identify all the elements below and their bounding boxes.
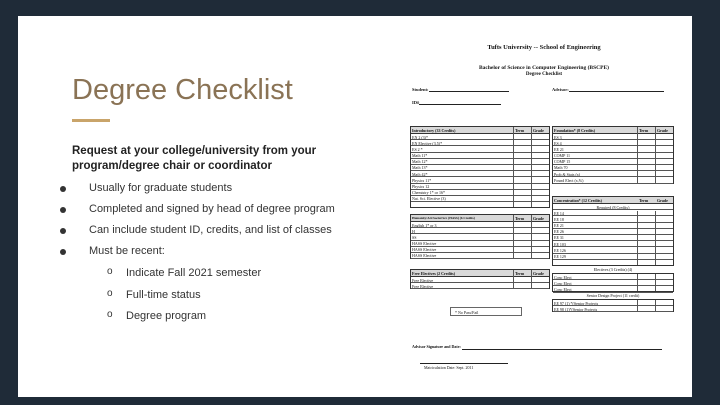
senior-note: Senior Design Project (11 credit) bbox=[586, 293, 640, 298]
doc-student-line bbox=[429, 88, 509, 92]
row-label: Physics 12 bbox=[412, 184, 430, 189]
row-label: SS bbox=[412, 234, 417, 240]
intro-header-grade: Grade bbox=[533, 127, 544, 133]
doc-matriculation-line bbox=[420, 363, 508, 364]
table-row bbox=[411, 253, 549, 259]
table-divider bbox=[655, 127, 656, 183]
doc-student-label: Student: bbox=[412, 87, 429, 92]
table-divider bbox=[637, 300, 638, 311]
pass-fail-box bbox=[450, 307, 522, 316]
frame-top bbox=[0, 0, 720, 16]
intro-header-course: Introductory (33 Credits) bbox=[412, 127, 456, 133]
doc-id-field bbox=[412, 100, 501, 105]
bullet-dot bbox=[60, 207, 66, 213]
table-divider bbox=[531, 215, 532, 258]
row-label: Math 42* bbox=[412, 171, 428, 177]
row-label: Physics 11* bbox=[412, 177, 432, 183]
table-divider bbox=[513, 127, 514, 207]
row-label: ES 4 bbox=[554, 140, 562, 146]
table-divider bbox=[655, 274, 656, 291]
doc-advisor-label: Advisor: bbox=[552, 87, 569, 92]
row-label: EE 31 bbox=[554, 235, 564, 241]
row-label: H bbox=[412, 228, 415, 234]
table-row bbox=[411, 196, 549, 202]
row-label: COMP 11 bbox=[554, 153, 571, 159]
bullet-text: Can include student ID, credits, and list of classes bbox=[89, 224, 332, 236]
table-divider bbox=[531, 127, 532, 207]
hass-header-course: Humanity/Art/Social Sci. (HASS) (6 Credits) bbox=[412, 215, 475, 220]
concentration-header-term: Term bbox=[639, 197, 649, 203]
row-label: Found Elect (x,%) bbox=[554, 177, 584, 183]
row-label: Conc Elect bbox=[554, 286, 572, 292]
concentration-header-grade: Grade bbox=[657, 197, 668, 203]
foundation-table bbox=[552, 126, 674, 184]
row-label: EE 21 bbox=[554, 146, 564, 152]
row-label: EE 103 bbox=[554, 241, 566, 247]
table-divider bbox=[637, 127, 638, 183]
row-label: EE 97 (1) *(Senior Projects bbox=[554, 300, 599, 306]
row-label: English 1* or 3 bbox=[412, 222, 437, 228]
row-label: COMP 15 bbox=[554, 159, 571, 165]
table-divider bbox=[655, 211, 656, 265]
row-label: Math 13* bbox=[412, 165, 428, 171]
row-label: HASS Elective bbox=[412, 247, 437, 253]
foundation-header-grade: Grade bbox=[657, 127, 668, 133]
doc-university: Tufts University -- School of Engineering bbox=[487, 44, 601, 51]
row-label: Math 70 bbox=[554, 165, 568, 171]
free-header-term: Term bbox=[515, 270, 525, 276]
free-table-header bbox=[411, 270, 549, 277]
row-label: Free Elective bbox=[412, 283, 434, 289]
concentration-required-label: Required (8 Credits) bbox=[596, 204, 630, 210]
frame-right bbox=[692, 0, 720, 405]
intro-text: Request at your college/university from your program/degree chair or coordinator bbox=[72, 145, 317, 172]
row-label: Math 11* bbox=[412, 153, 428, 159]
frame-left bbox=[0, 0, 18, 405]
table-divider bbox=[637, 211, 638, 265]
table-divider bbox=[531, 270, 532, 288]
doc-id-line bbox=[419, 101, 501, 105]
table-row bbox=[411, 283, 549, 289]
doc-matriculation: Matriculation Date: Sept. 2011 bbox=[424, 365, 474, 370]
row-label: EE 98 (1)*(Senior Projects bbox=[554, 306, 598, 312]
row-label: Prob & Stats (x) bbox=[554, 171, 581, 177]
slide-title: Degree Checklist bbox=[72, 74, 293, 106]
frame-bottom bbox=[0, 397, 720, 405]
bullet-text: Must be recent: bbox=[89, 245, 165, 257]
concentration-table-header bbox=[553, 197, 673, 204]
row-label: HASS Elective bbox=[412, 241, 437, 247]
intro-header-term: Term bbox=[515, 127, 525, 133]
doc-signature-label: Advisor Signature and Date: bbox=[412, 344, 461, 349]
free-electives-table bbox=[410, 269, 550, 289]
row-label: EE 129 bbox=[554, 254, 566, 259]
row-label: Nat. Sci. Elective (3) bbox=[412, 196, 446, 202]
row-label: Free Elective bbox=[412, 277, 434, 283]
free-header-grade: Grade bbox=[533, 270, 544, 276]
doc-advisor-line bbox=[569, 88, 664, 92]
row-label: EE 26 bbox=[554, 229, 564, 235]
table-divider bbox=[637, 274, 638, 291]
sub-bullet-text: Indicate Fall 2021 semester bbox=[126, 267, 262, 279]
bullet-dot bbox=[60, 228, 66, 234]
row-label: HASS Elective bbox=[412, 253, 437, 259]
intro-table-header bbox=[411, 127, 549, 134]
row-label: EN 2 (3)* bbox=[412, 134, 428, 140]
sub-bullet-marker: o bbox=[107, 288, 113, 299]
title-accent bbox=[72, 119, 110, 122]
bullet-dot bbox=[60, 186, 66, 192]
row-label: ES 3 bbox=[554, 134, 562, 140]
hass-table-header bbox=[411, 215, 549, 222]
sub-bullet-text: Full-time status bbox=[126, 289, 201, 301]
doc-student-field bbox=[412, 87, 509, 92]
senior-table bbox=[552, 299, 674, 312]
pass-fail-note: * No Pass/Fail bbox=[455, 309, 479, 315]
foundation-header-term: Term bbox=[639, 127, 649, 133]
bullet-text: Completed and signed by head of degree program bbox=[89, 203, 335, 215]
concentration-table bbox=[552, 196, 674, 266]
row-label: Math 12* bbox=[412, 159, 428, 165]
doc-advisor-field bbox=[552, 87, 664, 92]
concentration-header-course: Concentration* (12 Credits) bbox=[554, 197, 602, 203]
doc-signature-line bbox=[462, 349, 662, 350]
row-label: EE 14 bbox=[554, 210, 564, 216]
table-divider bbox=[655, 300, 656, 311]
bullet-text: Usually for graduate students bbox=[89, 182, 233, 194]
elective-note: Electives (3 Credits) (4) bbox=[593, 267, 633, 272]
hass-header-term: Term bbox=[515, 215, 525, 221]
doc-subtitle: Degree Checklist bbox=[525, 72, 563, 77]
doc-id-label: ID# bbox=[412, 100, 420, 105]
foundation-header-course: Foundation* (8 Credits) bbox=[554, 127, 596, 133]
free-header-course: Free Electives (2 Credits) bbox=[412, 270, 456, 276]
row-label: Conc Elect bbox=[554, 280, 572, 286]
hass-header-grade: Grade bbox=[533, 215, 544, 221]
sub-bullet-marker: o bbox=[107, 266, 113, 277]
bullet-dot bbox=[60, 249, 66, 255]
row-label: Conc Elect bbox=[554, 274, 572, 280]
row-label: EE 21 bbox=[554, 223, 564, 229]
sub-bullet-text: Degree program bbox=[126, 310, 207, 322]
row-label: EE 18 bbox=[554, 216, 564, 222]
row-label: Chemistry 1* or 16* bbox=[412, 190, 445, 196]
degree-checklist-document bbox=[402, 34, 686, 380]
row-label: EN Elective (3.5)* bbox=[412, 140, 443, 146]
row-label: ES 2 * bbox=[412, 146, 423, 152]
sub-bullet-marker: o bbox=[107, 309, 113, 320]
doc-degree: Bachelor of Science in Computer Engineering (BSCPE) bbox=[479, 65, 609, 71]
row-label: EE 126 bbox=[554, 247, 566, 253]
table-divider bbox=[513, 270, 514, 288]
hass-table bbox=[410, 214, 550, 259]
table-divider bbox=[513, 215, 514, 258]
elective-table bbox=[552, 273, 674, 292]
intro-table bbox=[410, 126, 550, 208]
